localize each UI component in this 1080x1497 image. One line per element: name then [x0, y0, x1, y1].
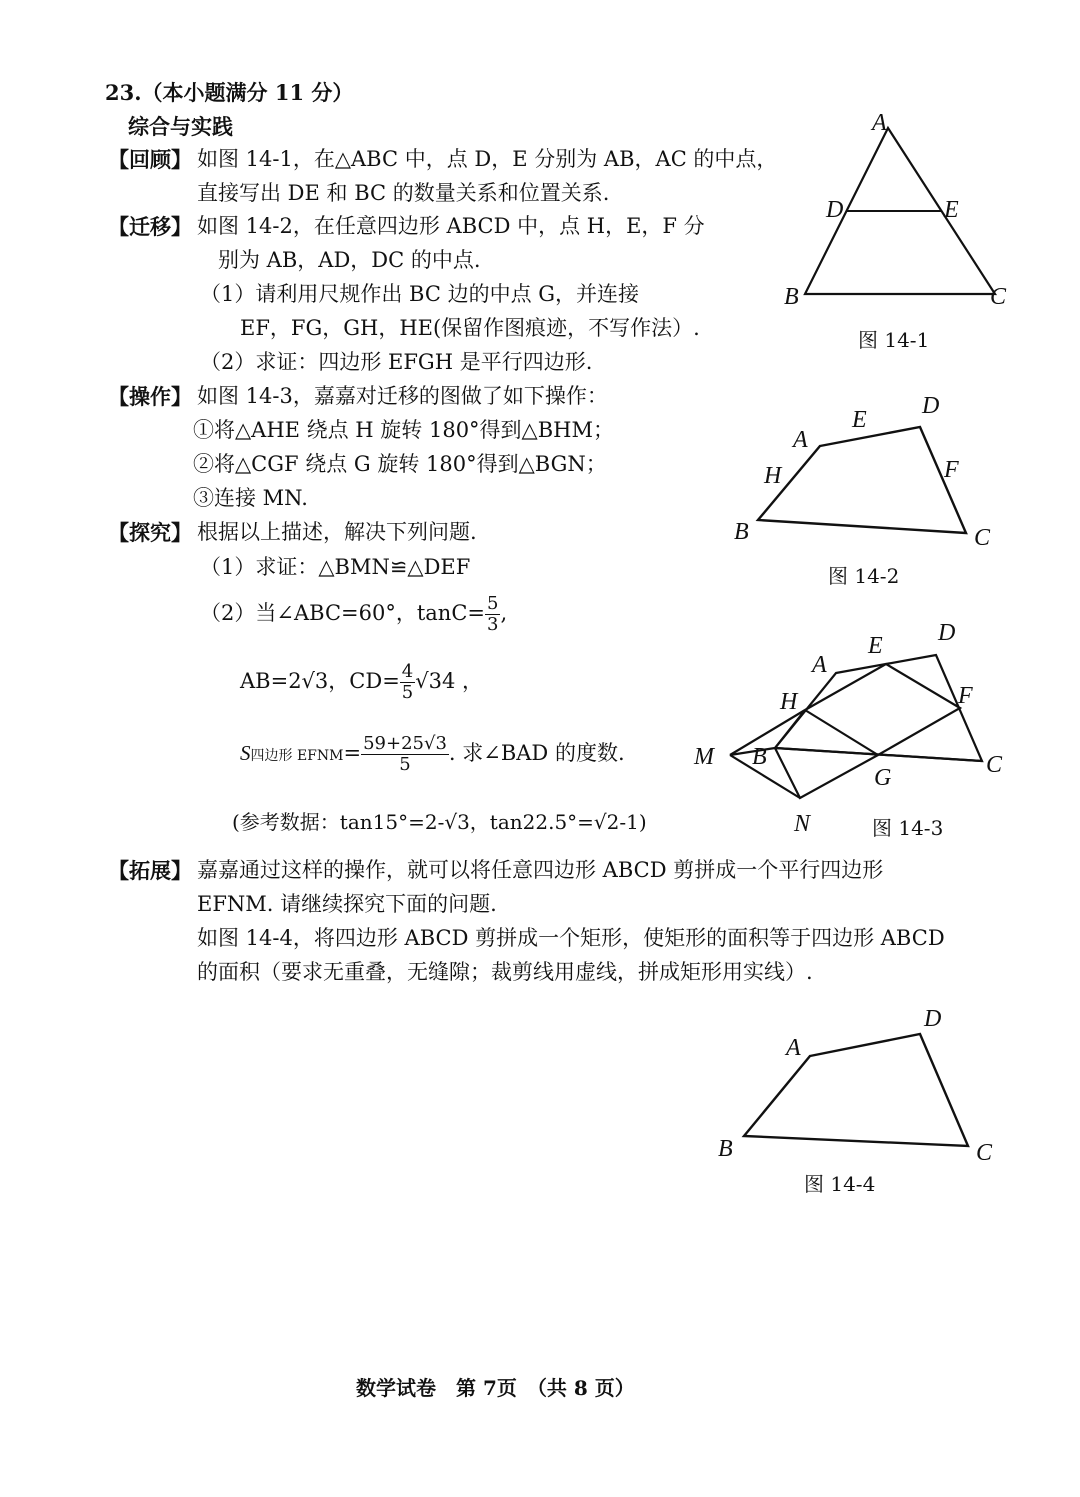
area-num: 59+25√3	[363, 733, 447, 754]
operation-step1: ①将△AHE 绕点 H 旋转 180°得到△BHM；	[193, 418, 614, 442]
fig1-label-D: D	[826, 197, 844, 223]
fig3-label-N: N	[794, 811, 811, 837]
area-fraction	[361, 734, 449, 775]
fig3-label-A: A	[812, 652, 827, 678]
figure-14-3-caption: 图 14-3	[872, 816, 944, 840]
fig1-label-E: E	[944, 197, 959, 223]
extend-tag: 【拓展】	[108, 858, 192, 883]
area-tail: . 求∠BAD 的度数.	[448, 740, 625, 765]
operation-step2: ②将△CGF 绕点 G 旋转 180°得到△BGN；	[193, 452, 607, 476]
tan-c-den: 3	[486, 613, 499, 635]
fig1-label-C: C	[990, 284, 1007, 310]
cd-den: 5	[401, 681, 414, 703]
fig2-label-D: D	[922, 393, 940, 419]
extend-line4: 的面积（要求无重叠，无缝隙；裁剪线用虚线，拼成矩形用实线）.	[197, 960, 813, 984]
fig4-label-A: A	[786, 1035, 801, 1061]
figure-14-1	[770, 100, 1040, 320]
transfer-q1-line1: （1）请利用尺规作出 BC 边的中点 G，并连接	[200, 282, 640, 306]
figure-14-4-caption: 图 14-4	[804, 1172, 876, 1196]
explore-cd-tail: √34 ，	[415, 668, 484, 693]
explore-line1: 根据以上描述，解决下列问题.	[197, 520, 477, 544]
review-tag: 【回顾】	[108, 147, 192, 172]
fig4-label-B: B	[718, 1136, 733, 1162]
area-subscript: 四边形 EFNM	[250, 747, 344, 764]
operation-step3: ③连接 MN.	[193, 486, 308, 510]
transfer-q2: （2）求证：四边形 EFGH 是平行四边形.	[200, 350, 593, 374]
area-den: 5	[399, 753, 411, 775]
transfer-line2: 别为 AB，AD，DC 的中点.	[218, 248, 481, 272]
explore-q2-suffix: ,	[500, 600, 508, 625]
problem-subtitle: 综合与实践	[128, 114, 233, 139]
fig2-label-H: H	[764, 463, 782, 489]
transfer-tag: 【迁移】	[108, 214, 192, 239]
figure-14-1-caption: 图 14-1	[858, 328, 930, 352]
cd-fraction	[400, 662, 415, 703]
figure-14-4-svg	[710, 1000, 1040, 1170]
tan-c-num: 5	[486, 593, 499, 614]
fig3-label-F: F	[958, 683, 973, 709]
fig3-label-C: C	[986, 752, 1003, 778]
fig2-label-E: E	[852, 407, 867, 433]
figure-14-3	[690, 615, 1040, 845]
figure-14-1-svg	[770, 100, 1040, 320]
fig3-label-H: H	[780, 689, 798, 715]
fig3-label-M: M	[694, 744, 714, 770]
explore-q2-prefix: （2）当∠ABC=60°，tanC=	[200, 600, 485, 625]
fig4-label-D: D	[924, 1006, 942, 1032]
problem-header: 23.（本小题满分 11 分）	[105, 80, 354, 105]
explore-q1: （1）求证：△BMN≌△DEF	[200, 555, 471, 579]
explore-area	[240, 734, 625, 775]
extend-line3: 如图 14-4，将四边形 ABCD 剪拼成一个矩形，使矩形的面积等于四边形 ABCD	[197, 926, 945, 950]
fig2-label-B: B	[734, 519, 749, 545]
figure-14-3-svg	[690, 615, 1040, 845]
page-footer: 数学试卷 第 7页 （共 8 页）	[356, 1376, 635, 1400]
figure-14-2-caption: 图 14-2	[828, 564, 900, 588]
figure-14-2-svg	[720, 385, 1040, 560]
explore-q2	[200, 594, 507, 635]
fig2-label-F: F	[944, 457, 959, 483]
review-line2: 直接写出 DE 和 BC 的数量关系和位置关系.	[197, 181, 610, 205]
fig4-label-C: C	[976, 1140, 993, 1166]
figure-14-2	[720, 385, 1040, 560]
transfer-line1: 如图 14-2，在任意四边形 ABCD 中，点 H，E，F 分	[197, 214, 705, 238]
cd-num: 4	[401, 661, 414, 682]
fig3-label-E: E	[868, 633, 883, 659]
figure-14-4	[710, 1000, 1040, 1170]
fig2-label-A: A	[793, 427, 808, 453]
reference-data: (参考数据：tan15°=2-√3，tan22.5°=√2-1)	[232, 810, 647, 834]
fig3-label-B: B	[752, 744, 767, 770]
tan-c-fraction	[485, 594, 500, 635]
extend-line2: EFNM. 请继续探究下面的问题.	[197, 892, 497, 916]
review-line1: 如图 14-1，在△ABC 中，点 D，E 分别为 AB，AC 的中点，	[197, 147, 778, 171]
fig2-label-C: C	[974, 525, 991, 551]
fig3-label-G: G	[874, 765, 892, 791]
fig3-label-D: D	[938, 620, 956, 646]
fig1-label-B: B	[784, 284, 799, 310]
operation-line1: 如图 14-3，嘉嘉对迁移的图做了如下操作：	[197, 384, 608, 408]
transfer-q1-line2: EF，FG，GH，HE(保留作图痕迹，不写作法）.	[240, 316, 700, 340]
extend-line1: 嘉嘉通过这样的操作，就可以将任意四边形 ABCD 剪拼成一个平行四边形	[197, 858, 884, 882]
explore-ab: AB=2√3，CD=	[240, 668, 400, 693]
explore-tag: 【探究】	[108, 520, 192, 545]
area-s: S	[240, 740, 251, 765]
area-eq: =	[343, 740, 362, 765]
explore-ab-cd	[240, 662, 483, 703]
fig1-label-A: A	[872, 110, 887, 136]
operation-tag: 【操作】	[108, 384, 192, 409]
